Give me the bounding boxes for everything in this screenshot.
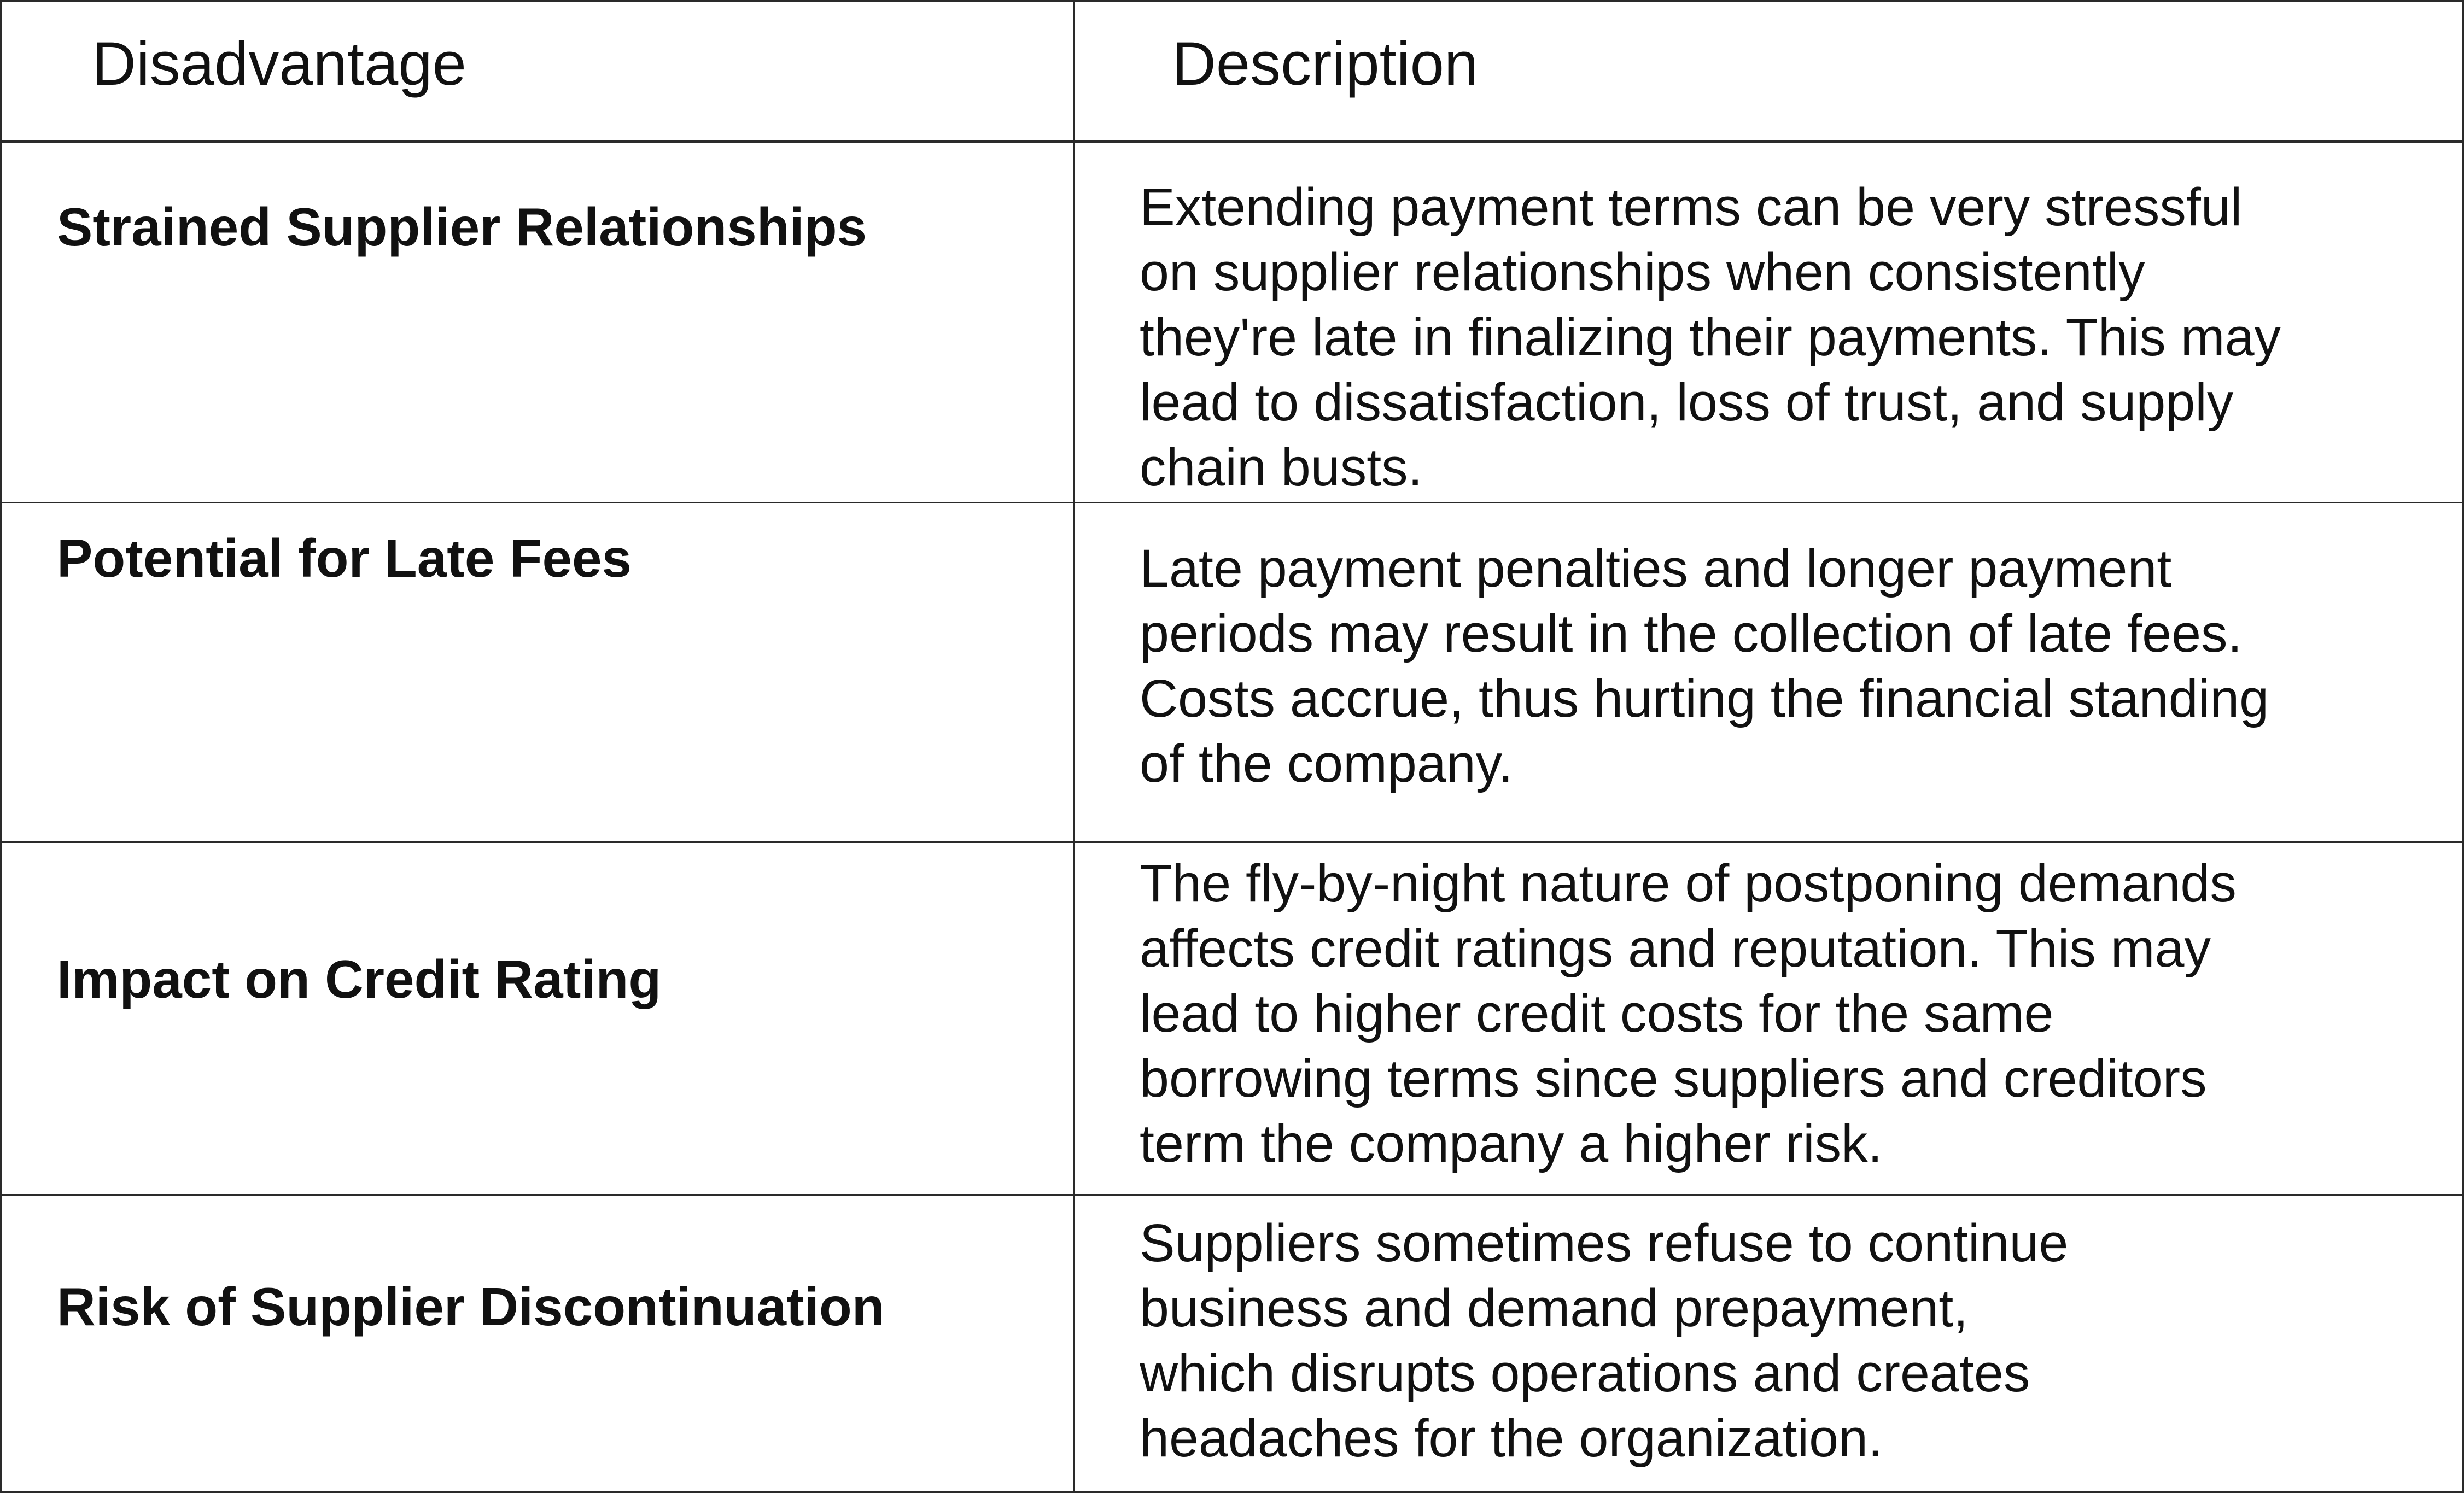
row-divider xyxy=(0,502,2464,503)
column-divider xyxy=(1073,0,1075,1493)
row-divider xyxy=(0,1194,2464,1196)
disadvantage-cell: Risk of Supplier Discontinuation xyxy=(57,1277,885,1337)
disadvantage-cell: Strained Supplier Relationships xyxy=(57,197,867,257)
description-cell: The fly-by-night nature of postponing demands affects credit ratings and reputation. This may lead to higher credit costs for the same borrowing terms since suppliers and creditors term the company a higher risk. xyxy=(1140,853,2237,1173)
description-cell: Suppliers sometimes refuse to continue business and demand prepayment, which disrupts operations and creates headaches for the organization. xyxy=(1140,1213,2069,1468)
column-header-disadvantage: Disadvantage xyxy=(92,30,466,98)
row-divider xyxy=(0,841,2464,843)
disadvantage-cell: Potential for Late Fees xyxy=(57,528,632,588)
header-divider xyxy=(0,140,2464,143)
disadvantage-cell: Impact on Credit Rating xyxy=(57,949,662,1009)
column-header-description: Description xyxy=(1172,30,1479,98)
description-cell: Extending payment terms can be very stressful on supplier relationships when consistently they're late in finalizing their payments. This may lead to dissatisfaction, loss of trust, and supply chain busts. xyxy=(1140,177,2281,497)
description-cell: Late payment penalties and longer payment periods may result in the collection of late fees. Costs accrue, thus hurting the financial standing of the company. xyxy=(1140,538,2269,793)
